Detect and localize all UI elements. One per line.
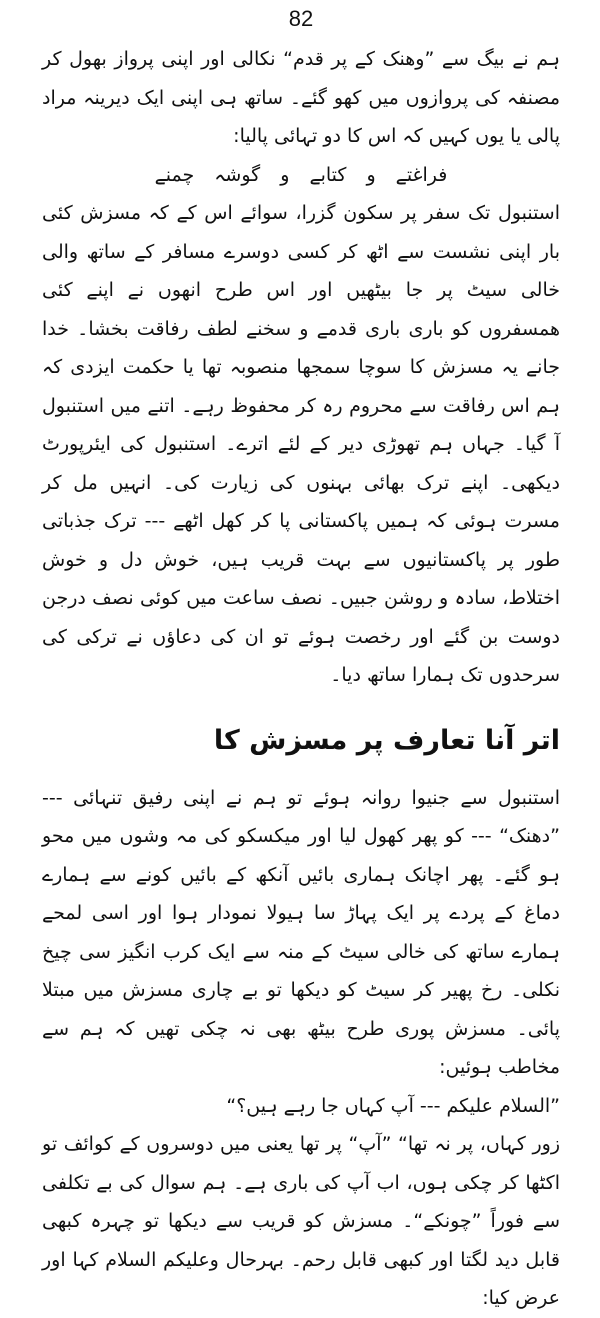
final-paragraph: زور کہاں، پر نہ تھا“ ”آپ“ پر تھا یعنی میں دوسروں کے کوائف تو اکٹھا کر چکی ہوں، اب آپ کی باری ہے۔ ہم سوال کی بے تکلفی سے فوراً ”چونکے“۔ مسزش کو قریب سے دیکھا تو چہرہ کبھی قابل دید لگتا اور کبھی قابل رحم۔ بہرحال وعلیکم السلام کہا اور عرض کیا: [42,1133,560,1309]
intro-paragraph: ہم نے بیگ سے ”وھنک کے پر قدم“ نکالی اور اپنی پرواز بھول کر مصنفہ کی پروازوں میں کھو گئے۔ ساتھ ہی اپنی ایک دیرینہ مراد پالی یا یوں کہیں کہ اس کا دو تہائی پالیا: [42,48,560,147]
section-heading: اتر آنا تعارف پر مسزش کا [213,724,560,756]
greeting-line: ”السلام علیکم --- آپ کہاں جا رہے ہیں؟“ [226,1094,560,1117]
verse-line: فراغتے و کتابے و گوشہ چمنے [154,163,448,186]
page-number: 82 [288,6,314,31]
geneva-paragraph: استنبول سے جنیوا روانہ ہوئے تو ہم نے اپنی رفیق تنہائی --- ”دھنک“ --- کو پھر کھول لیا اور میکسکو کی مہ وشوں میں محو ہو گئے۔ پھر اچانک ہماری بائیں آنکھ کے بائیں کونے سے ہمارے دماغ کے پردے پر ایک پہاڑ سا ہیولا نمودار ہوا اور اسی لمحے ہمارے ساتھ کی خالی سیٹ کے منہ سے ایک کرب انگیز سی چیخ نکلی۔ رخ پھیر کر سیٹ کو دیکھا تو بے چاری مسزش میں مبتلا پائی۔ مسزش پوری طرح بیٹھ بھی نہ چکی تھیں کہ ہم سے مخاطب ہوئیں: [42,786,560,1078]
istanbul-paragraph: استنبول تک سفر پر سکون گزرا، سوائے اس کے کہ مسزش کئی بار اپنی نشست سے اٹھ کر کسی دوسرے مسافر کے ساتھ والی خالی سیٹ پر جا بیٹھیں اور اس طرح انھوں نے اپنے کئی ھمسفروں کو باری باری قدمے و سخنے لطف رفاقت بخشا۔ خدا جانے یہ مسزش کا سوچا سمجھا منصوبہ تھا یا حکمت ایزدی کہ ہم اس رفاقت سے محروم رہ کر محفوظ رہے۔ اتنے میں استنبول آ گیا۔ جہاں ہم تھوڑی دیر کے لئے اترے۔ استنبول کی ایئرپورٹ دیکھی۔ اپنے ترک بھائی بہنوں کی زیارت کی۔ انہیں مل کر مسرت ہوئی کہ ہمیں پاکستانی پا کر کھل اٹھے --- ترک جذباتی طور پر پاکستانیوں سے بہت قریب ہیں، خوش دل و خوش اختلاط، سادہ و روشن جبیں۔ نصف ساعت میں کوئی نصف درجن دوست بن گئے اور رخصت ہوئے تو ان کی دعاؤں نے ترکی کی سرحدوں تک ہمارا ساتھ دیا۔ [42,202,560,686]
